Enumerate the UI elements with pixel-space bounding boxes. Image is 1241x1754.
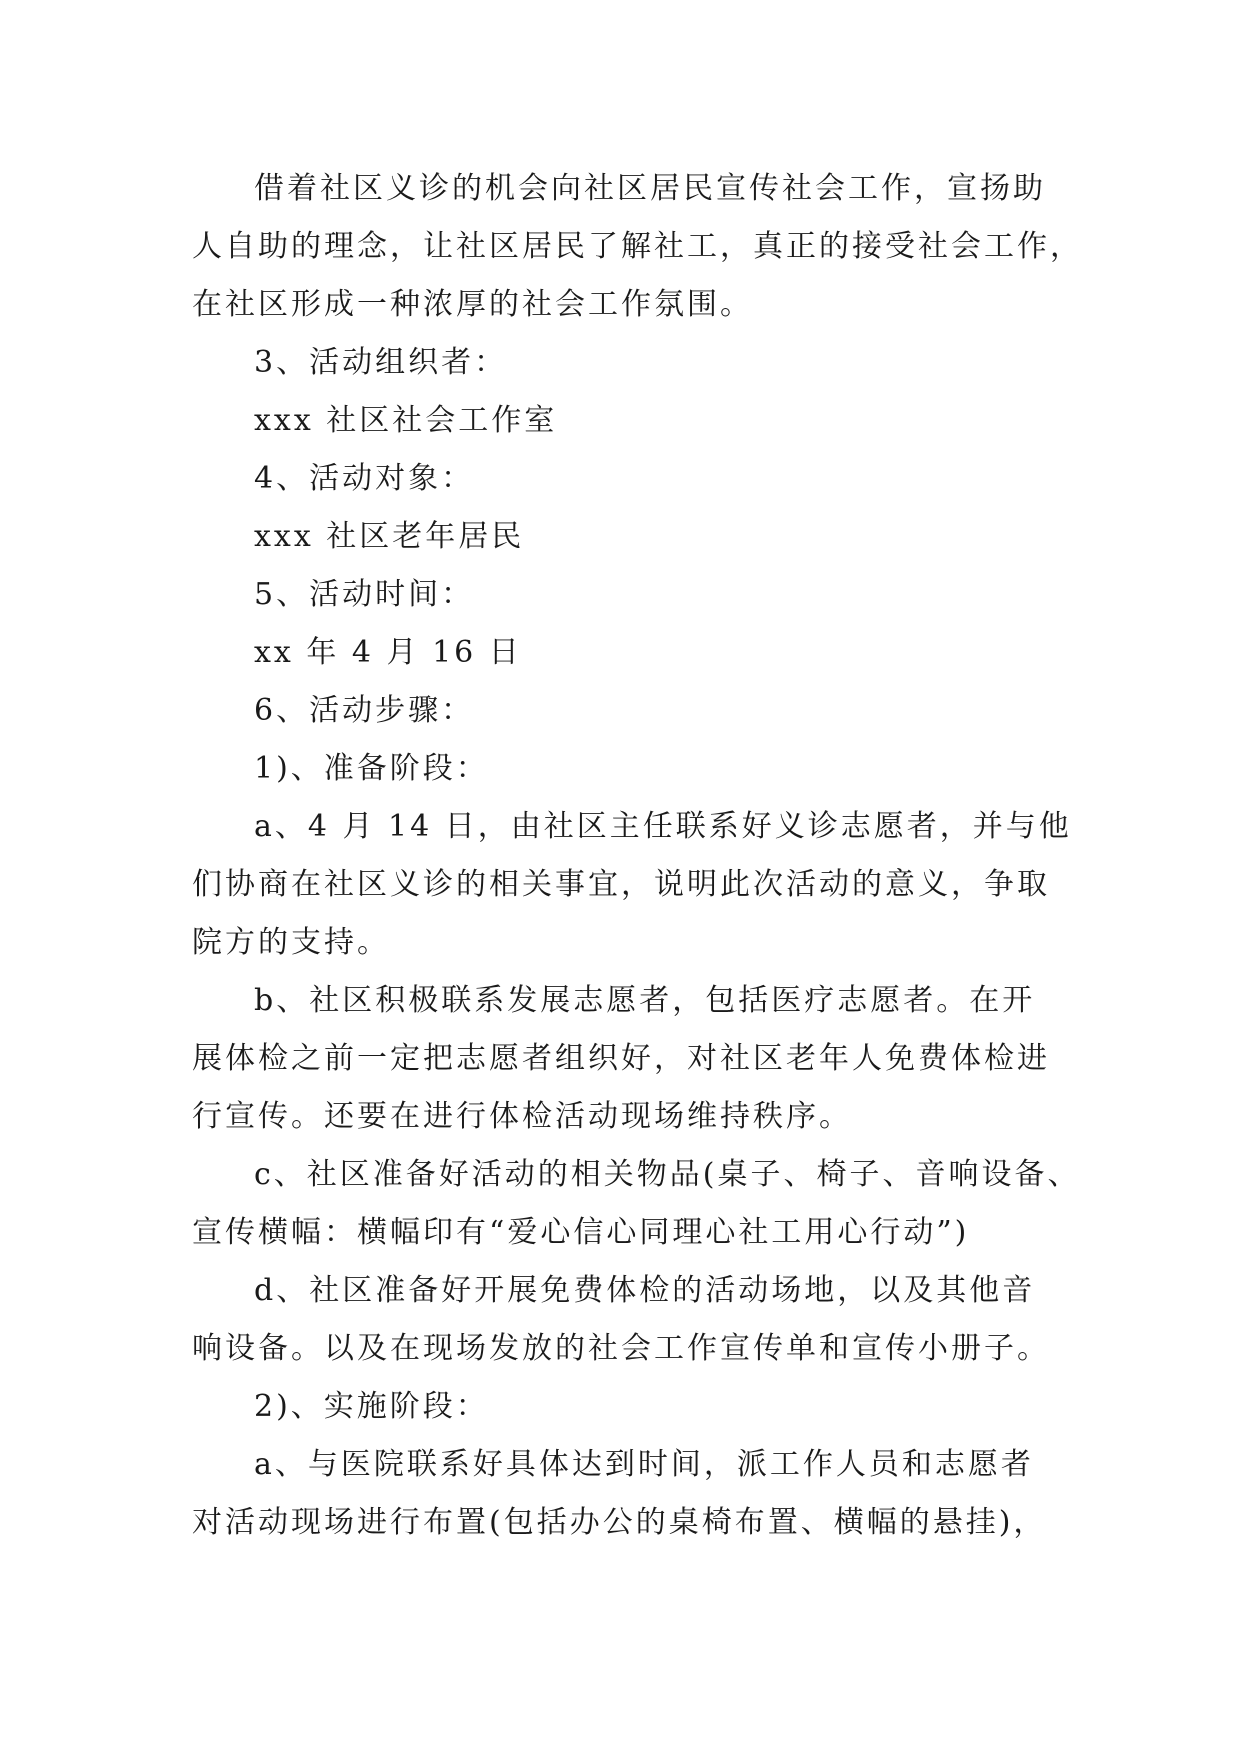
subsection-heading-preparation: 1)、准备阶段： xyxy=(254,751,489,786)
time-value: xx 年 4 月 16 日 xyxy=(254,635,522,670)
subsection-heading-implementation: 2)、实施阶段： xyxy=(254,1389,489,1424)
organizer-value: xxx 社区社会工作室 xyxy=(254,403,558,438)
paragraph-line: 院方的支持。 xyxy=(192,925,390,960)
paragraph-line: b、社区积极联系发展志愿者，包括医疗志愿者。在开 xyxy=(254,983,1036,1018)
section-heading-audience: 4、活动对象： xyxy=(254,461,475,496)
paragraph-line: d、社区准备好开展免费体检的活动场地，以及其他音 xyxy=(254,1273,1036,1308)
paragraph-line: a、4 月 14 日，由社区主任联系好义诊志愿者，并与他 xyxy=(254,809,1072,844)
paragraph-line: a、与医院联系好具体达到时间，派工作人员和志愿者 xyxy=(254,1447,1034,1482)
paragraph-line: 借着社区义诊的机会向社区居民宣传社会工作，宣扬助 xyxy=(254,171,1046,206)
paragraph-line: 对活动现场进行布置(包括办公的桌椅布置、横幅的悬挂)， xyxy=(192,1505,1047,1540)
paragraph-line: 人自助的理念，让社区居民了解社工，真正的接受社会工作， xyxy=(192,229,1083,264)
audience-value: xxx 社区老年居民 xyxy=(254,519,525,554)
paragraph-line: 展体检之前一定把志愿者组织好，对社区老年人免费体检进 xyxy=(192,1041,1050,1076)
section-heading-time: 5、活动时间： xyxy=(254,577,475,612)
document-body xyxy=(192,160,1083,1552)
paragraph-line: 响设备。以及在现场发放的社会工作宣传单和宣传小册子。 xyxy=(192,1331,1050,1366)
paragraph-line: 宣传横幅：横幅印有“爱心信心同理心社工用心行动”) xyxy=(192,1215,970,1250)
paragraph-line: c、社区准备好活动的相关物品(桌子、椅子、音响设备、 xyxy=(254,1157,1081,1192)
paragraph-line: 在社区形成一种浓厚的社会工作氛围。 xyxy=(192,287,753,322)
paragraph-line: 们协商在社区义诊的相关事宜，说明此次活动的意义，争取 xyxy=(192,867,1050,902)
paragraph-line: 行宣传。还要在进行体检活动现场维持秩序。 xyxy=(192,1099,852,1134)
section-heading-steps: 6、活动步骤： xyxy=(254,693,475,728)
section-heading-organizer: 3、活动组织者： xyxy=(254,345,508,380)
